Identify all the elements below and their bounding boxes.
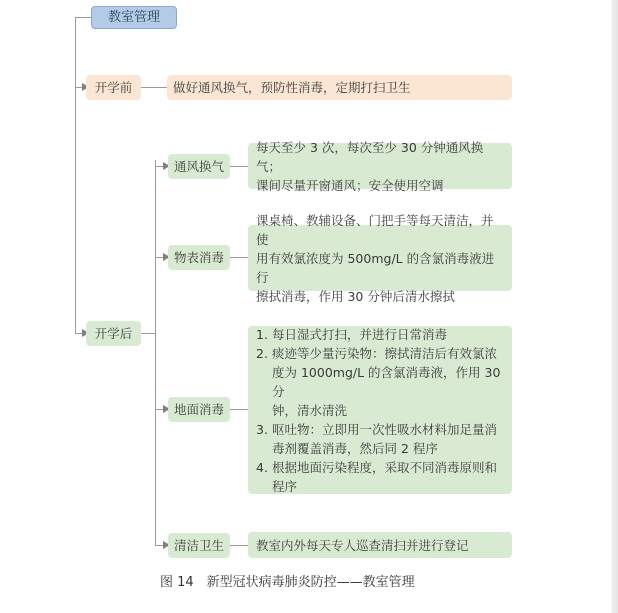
ventilation-line: 课间尽量开窗通风；安全使用空调	[256, 177, 444, 193]
list-item-line: 钟，清水清洗	[272, 402, 348, 418]
surface-disinfection-line: 擦拭消毒，作用 30 分钟后清水擦拭	[256, 288, 455, 304]
list-item-line: 每日湿式打扫，并进行日常消毒	[272, 326, 448, 342]
before-node	[86, 75, 141, 100]
ventilation-label: 通风换气	[173, 159, 224, 174]
cleaning-label: 清洁卫生	[173, 538, 224, 553]
list-item	[256, 344, 504, 420]
before-content-box	[167, 75, 512, 100]
root-node	[91, 6, 177, 29]
list-item-number: 4.	[256, 459, 268, 475]
page-edge	[611, 0, 618, 613]
list-item	[256, 420, 504, 458]
list-item-line: 痰迹等少量污染物：擦拭清洁后有效氯浓	[272, 345, 498, 361]
before-label: 开学前	[94, 80, 133, 95]
before-content-text: 做好通风换气，预防性消毒，定期打扫卫生	[173, 80, 411, 95]
cleaning-node	[168, 533, 230, 558]
item-connector-4	[230, 545, 248, 546]
ventilation-line: 每天至少 3 次，每次至少 30 分钟通风换气；	[256, 139, 484, 174]
branch-trunk-line	[155, 160, 156, 546]
list-item-line: 根据地面污染程度，采取不同消毒原则和	[272, 459, 498, 475]
figure-caption: 图 14 新型冠状病毒肺炎防控——教室管理	[160, 575, 415, 590]
before-to-content-line	[141, 87, 167, 88]
surface-disinfection-label: 物表消毒	[173, 250, 224, 265]
ventilation-content-box	[248, 139, 512, 193]
cleaning-content-box	[248, 532, 512, 558]
list-item-line: 毒剂覆盖消毒，然后同 2 程序	[272, 440, 438, 456]
floor-disinfection-content-box	[248, 326, 512, 494]
list-item-number: 1.	[256, 326, 268, 342]
list-item	[256, 325, 504, 344]
item-connector-2	[230, 257, 248, 258]
after-to-branch-line	[141, 333, 155, 334]
main-trunk-line	[75, 17, 76, 333]
after-node	[86, 321, 141, 346]
list-item-line: 呕吐物：立即用一次性吸水材料加足量消	[272, 421, 498, 437]
surface-disinfection-node	[168, 245, 230, 270]
floor-disinfection-node	[168, 397, 230, 422]
item-connector-3	[230, 409, 248, 410]
list-item-line: 程序	[272, 478, 298, 494]
root-connector	[75, 17, 91, 18]
list-item	[256, 458, 504, 496]
cleaning-line: 教室内外每天专人巡查清扫并进行登记	[256, 537, 469, 553]
surface-disinfection-content-box	[248, 212, 512, 304]
list-item-line: 度为 1000mg/L 的含氯消毒液，作用 30 分	[272, 364, 501, 399]
floor-disinfection-label: 地面消毒	[173, 402, 224, 417]
floor-disinfection-list	[256, 325, 504, 496]
surface-disinfection-line: 用有效氯浓度为 500mg/L 的含氯消毒液进行	[256, 250, 495, 285]
list-item-number: 2.	[256, 345, 268, 361]
list-item-number: 3.	[256, 421, 268, 437]
surface-disinfection-line: 课桌椅、教辅设备、门把手等每天清洁，并使	[256, 212, 494, 247]
after-label: 开学后	[94, 326, 133, 341]
item-connector-1	[230, 166, 248, 167]
root-label: 教室管理	[107, 10, 160, 25]
ventilation-node	[168, 154, 230, 179]
